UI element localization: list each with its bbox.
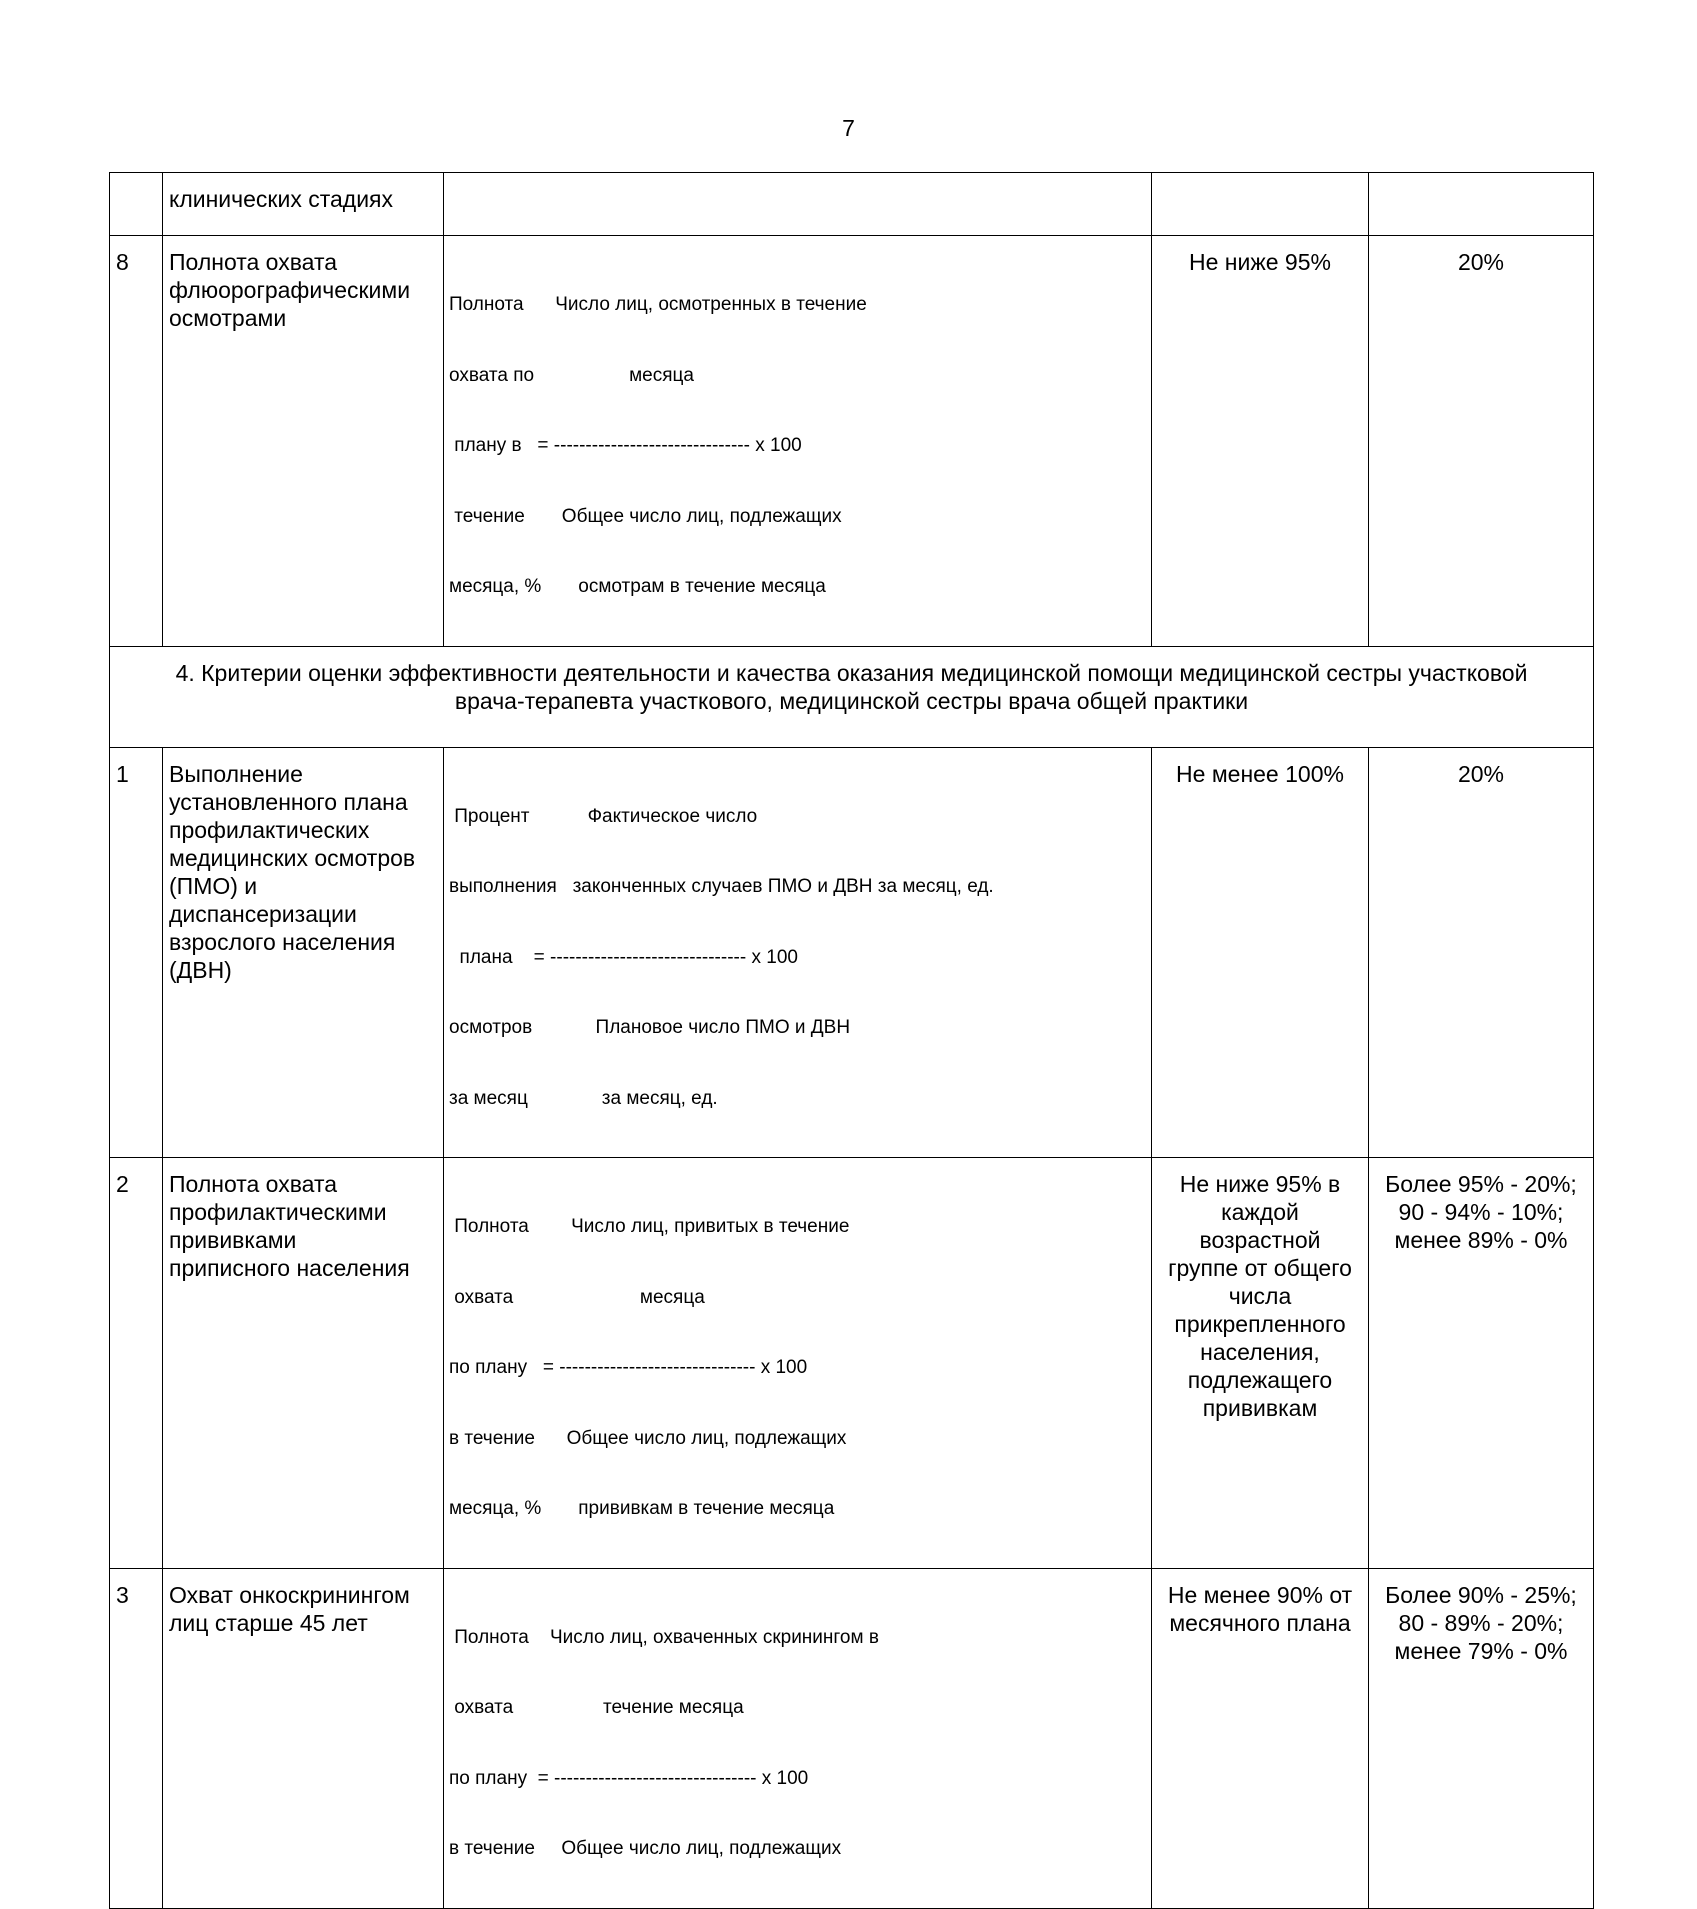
formula-line: месяца, % прививкам в течение месяца (449, 1498, 835, 1519)
formula-line: Полнота Число лиц, охваченных скринингом в (449, 1626, 879, 1648)
criterion-name-line: установленного плана (169, 788, 408, 815)
row-number: 3 (110, 1568, 163, 1908)
weight-value-line: 20% (1457, 249, 1505, 275)
criterion-name-line: (ПМО) и (169, 872, 258, 899)
target-value-line: Не ниже 95% (1189, 249, 1331, 275)
criterion-name-line: взрослого населения (169, 928, 396, 955)
table-row (110, 236, 1594, 647)
calculation-formula (444, 747, 1152, 1158)
criterion-name-line: Полнота охвата (169, 249, 338, 275)
formula-line: охвата месяца (449, 1286, 705, 1308)
criterion-name (163, 1158, 444, 1569)
target-value-line: Не менее 100% (1176, 760, 1344, 787)
formula-line: осмотров Плановое число ПМО и ДВН (449, 1017, 851, 1038)
weight-value (1369, 1568, 1594, 1908)
weight-value-line: Более 90% - 25%; (1385, 1581, 1577, 1608)
target-value-line: группе от общего (1168, 1255, 1352, 1281)
row-number: 8 (110, 236, 163, 647)
formula-line: месяца, % осмотрам в течение месяца (449, 576, 826, 597)
section-heading-line: врача-терапевта участкового, медицинской сестры врача общей практики (454, 687, 1249, 714)
criterion-name-line: Охват онкоскринингом (169, 1581, 410, 1608)
criterion-name-line: Выполнение (169, 760, 303, 787)
criterion-name-line: осмотрами (169, 305, 287, 331)
criterion-name-line: (ДВН) (169, 956, 232, 983)
table-row (110, 1158, 1594, 1569)
formula-line: охвата по месяца (449, 364, 694, 386)
criterion-name-line: медицинских осмотров (169, 844, 416, 871)
formula-line: течение Общее число лиц, подлежащих (449, 505, 842, 527)
weight-value-line: 90 - 94% - 10%; (1398, 1199, 1564, 1225)
formula-line: по плану = -------------------------------- х 100 (449, 1767, 809, 1789)
formula-line: в течение Общее число лиц, подлежащих (449, 1427, 847, 1449)
page-number: 7 (842, 115, 855, 141)
criteria-table (109, 172, 1594, 1909)
formula-line: Процент Фактическое число (449, 805, 758, 827)
criterion-name-line: флюорографическими (169, 277, 411, 303)
criterion-name-line: лиц старше 45 лет (169, 1609, 368, 1636)
formula-line: выполнения законченных случаев ПМО и ДВН за месяц, ед. (449, 876, 994, 897)
table-row (110, 747, 1594, 1158)
weight-value-line: менее 79% - 0% (1394, 1637, 1568, 1664)
weight-value-line: менее 89% - 0% (1394, 1227, 1568, 1253)
target-value-line: подлежащего (1187, 1367, 1333, 1393)
row-number: 2 (110, 1158, 163, 1569)
criterion-name (163, 1568, 444, 1908)
formula-line: Полнота Число лиц, привитых в течение (449, 1216, 850, 1237)
formula-line: плану в = ------------------------------- х 100 (449, 435, 802, 456)
table-row (110, 1568, 1594, 1908)
criterion-name-line: Полнота охвата (169, 1171, 338, 1197)
section-heading (110, 646, 1594, 747)
criterion-name-line: прививками (169, 1227, 297, 1253)
target-value-line: каждой (1221, 1199, 1299, 1225)
weight-value-line: Более 95% - 20%; (1385, 1171, 1577, 1197)
criterion-name-line: профилактических (169, 816, 370, 843)
weight-value-line: 20% (1457, 760, 1505, 787)
formula-line: плана = ------------------------------- х 100 (449, 946, 798, 968)
formula-line: Полнота Число лиц, осмотренных в течение (449, 294, 867, 315)
criterion-name (163, 236, 444, 647)
criterion-name-line: профилактическими (169, 1199, 387, 1225)
target-value-line: прикрепленного (1174, 1311, 1346, 1337)
target-value-line: Не менее 90% от (1167, 1581, 1353, 1608)
row-number (110, 173, 163, 236)
target-value-line: Не ниже 95% в (1179, 1171, 1341, 1197)
weight-value-line: 80 - 89% - 20%; (1398, 1609, 1564, 1636)
target-value (1152, 747, 1369, 1158)
target-value-line: числа (1228, 1283, 1292, 1309)
target-value (1152, 236, 1369, 647)
target-value-line: месячного плана (1169, 1609, 1351, 1636)
section-heading-line: 4. Критерии оценки эффективности деятельности и качества оказания медицинской помощи медицинской сестры участковой (175, 659, 1528, 686)
target-value-line: возрастной (1199, 1227, 1321, 1253)
target-value (1152, 1158, 1369, 1569)
weight-value (1369, 747, 1594, 1158)
formula-line: за месяц за месяц, ед. (449, 1087, 718, 1109)
calculation-formula (444, 1568, 1152, 1908)
weight-value (1369, 236, 1594, 647)
criterion-name-line: диспансеризации (169, 900, 357, 927)
calculation-formula (444, 236, 1152, 647)
calculation-formula (444, 1158, 1152, 1569)
formula-line: по плану = ------------------------------- х 100 (449, 1357, 808, 1378)
weight-value (1369, 173, 1594, 236)
target-value (1152, 173, 1369, 236)
row-number: 1 (110, 747, 163, 1158)
criterion-name (163, 173, 444, 236)
weight-value (1369, 1158, 1594, 1569)
target-value-line: населения, (1200, 1339, 1320, 1365)
criterion-name-line: приписного населения (169, 1255, 410, 1281)
formula-line: в течение Общее число лиц, подлежащих (449, 1838, 842, 1859)
section-heading-row (110, 646, 1594, 747)
criterion-name (163, 747, 444, 1158)
target-value-line: прививкам (1202, 1395, 1318, 1421)
target-value (1152, 1568, 1369, 1908)
table-row (110, 173, 1594, 236)
calculation-formula (444, 173, 1152, 236)
formula-line: охвата течение месяца (449, 1697, 744, 1718)
criterion-name-line: клинических стадиях (169, 186, 394, 212)
